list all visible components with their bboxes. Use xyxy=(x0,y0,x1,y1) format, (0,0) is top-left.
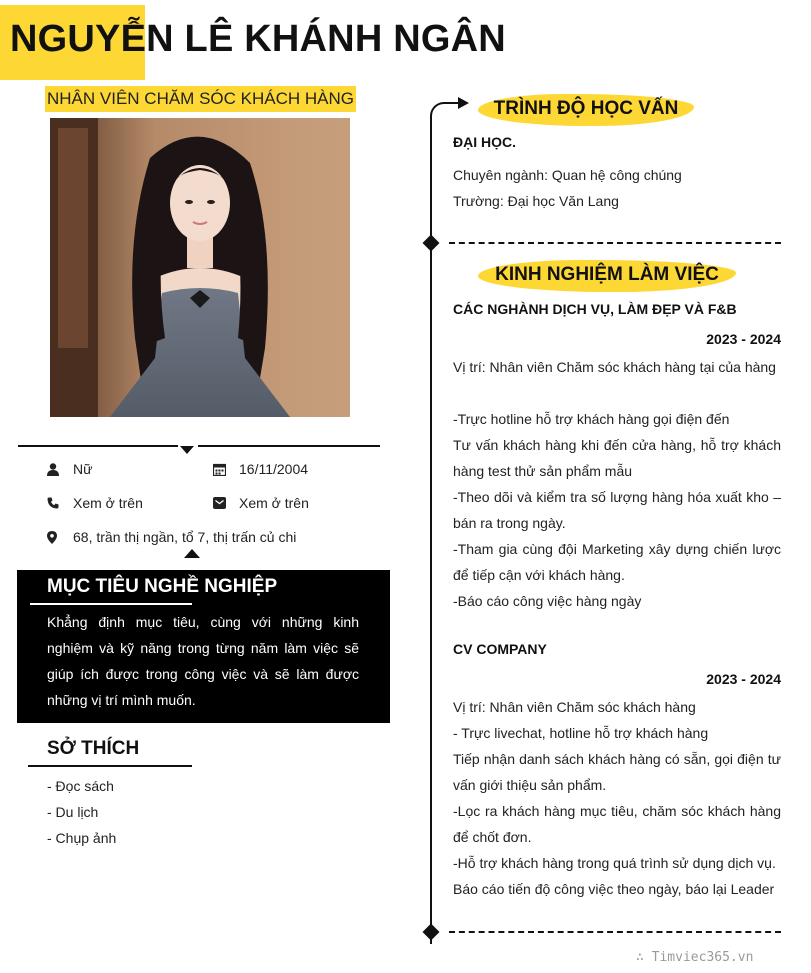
job-duty: - Trực livechat, hotline hỗ trợ khách hàng xyxy=(453,725,709,741)
watermark: ∴ Timviec365.vn xyxy=(636,950,754,965)
info-divider-left xyxy=(18,445,178,447)
hobbies-list xyxy=(47,773,116,851)
job-duty: -Trực hotline hỗ trợ khách hàng gọi điện đến xyxy=(453,411,730,427)
person-icon xyxy=(47,463,73,476)
job-position: Vị trí: Nhân viên Chăm sóc khách hàng tại của hàng xyxy=(453,359,776,375)
gender-row xyxy=(47,461,92,477)
job-duty: -Theo dõi và kiểm tra số lượng hàng hóa xuất kho – bán ra trong ngày. xyxy=(453,489,781,531)
timeline-diamond xyxy=(423,924,440,941)
profile-photo xyxy=(50,118,350,417)
candidate-name: NGUYỄN LÊ KHÁNH NGÂN xyxy=(10,18,506,60)
job-company: CV COMPANY xyxy=(453,641,547,657)
hobby-item: - Đọc sách xyxy=(47,778,114,794)
objective-pointer xyxy=(184,549,200,558)
section-divider xyxy=(449,242,781,244)
education-level: ĐẠI HỌC. xyxy=(453,134,516,150)
education-school: Trường: Đại học Văn Lang xyxy=(453,193,619,209)
hobby-item: - Chụp ảnh xyxy=(47,830,117,846)
objective-underline xyxy=(30,603,192,605)
timeline-arc xyxy=(430,102,460,132)
timeline-arrow-icon xyxy=(458,97,469,109)
timeline-diamond xyxy=(423,235,440,252)
info-divider-pointer xyxy=(180,446,194,454)
objective-title: MỤC TIÊU NGHỀ NGHIỆP xyxy=(47,576,278,597)
email-row xyxy=(213,495,309,511)
education-title: TRÌNH ĐỘ HỌC VẤN xyxy=(493,98,679,119)
objective-section xyxy=(17,570,390,723)
job-duty: -Hỗ trợ khách hàng trong quá trình sử dụng dịch vụ. xyxy=(453,855,776,871)
section-divider xyxy=(449,931,781,933)
education-major: Chuyên ngành: Quan hệ công chúng xyxy=(453,167,682,183)
phone-row xyxy=(47,495,143,511)
job-duty: -Tham gia cùng đội Marketing xây dựng chiến lược để tiếp cận với khách hàng. xyxy=(453,541,781,583)
job-duty: -Lọc ra khách hàng mục tiêu, chăm sóc khách hàng để chốt đơn. xyxy=(453,803,781,845)
birthday-value: 16/11/2004 xyxy=(239,461,309,477)
job-company: CÁC NGHÀNH DỊCH VỤ, LÀM ĐẸP VÀ F&B xyxy=(453,301,737,317)
job-period: 2023 - 2024 xyxy=(706,671,781,687)
hobbies-title: SỞ THÍCH xyxy=(47,738,140,759)
phone-icon xyxy=(47,497,73,509)
job-period: 2023 - 2024 xyxy=(706,331,781,347)
job-title: NHÂN VIÊN CHĂM SÓC KHÁCH HÀNG xyxy=(45,86,356,112)
calendar-icon xyxy=(213,463,239,476)
location-pin-icon xyxy=(47,531,73,544)
hobby-item: - Du lịch xyxy=(47,804,99,820)
gender-value: Nữ xyxy=(73,461,93,477)
address-row xyxy=(47,529,296,545)
info-divider-right xyxy=(198,445,380,447)
job-duty: -Báo cáo công việc hàng ngày xyxy=(453,593,642,609)
job-duty: Báo cáo tiến độ công việc theo ngày, báo lại Leader xyxy=(453,881,775,897)
objective-text: Khẳng định mục tiêu, cùng với những kinh nghiệm và kỹ năng trong từng năm làm việc sẽ giúp ích được trong công việc và sẽ làm được những vị trí mình muốn. xyxy=(47,614,359,708)
job-duty: Tiếp nhận danh sách khách hàng có sẵn, gọi điện tư vấn giới thiệu sản phẩm. xyxy=(453,751,781,793)
job-position: Vị trí: Nhân viên Chăm sóc khách hàng xyxy=(453,699,696,715)
birthday-row xyxy=(213,461,308,477)
address-value: 68, trần thị ngần, tổ 7, thị trấn củ chi xyxy=(73,529,297,545)
email-value: Xem ở trên xyxy=(239,495,309,511)
experience-title: KINH NGHIỆM LÀM VIỆC xyxy=(495,264,719,285)
job-duty: Tư vấn khách hàng khi đến cửa hàng, hỗ trợ khách hàng test thử sản phẩm mẫu xyxy=(453,437,781,479)
email-icon xyxy=(213,497,239,509)
hobbies-underline xyxy=(28,765,192,767)
phone-value: Xem ở trên xyxy=(73,495,143,511)
